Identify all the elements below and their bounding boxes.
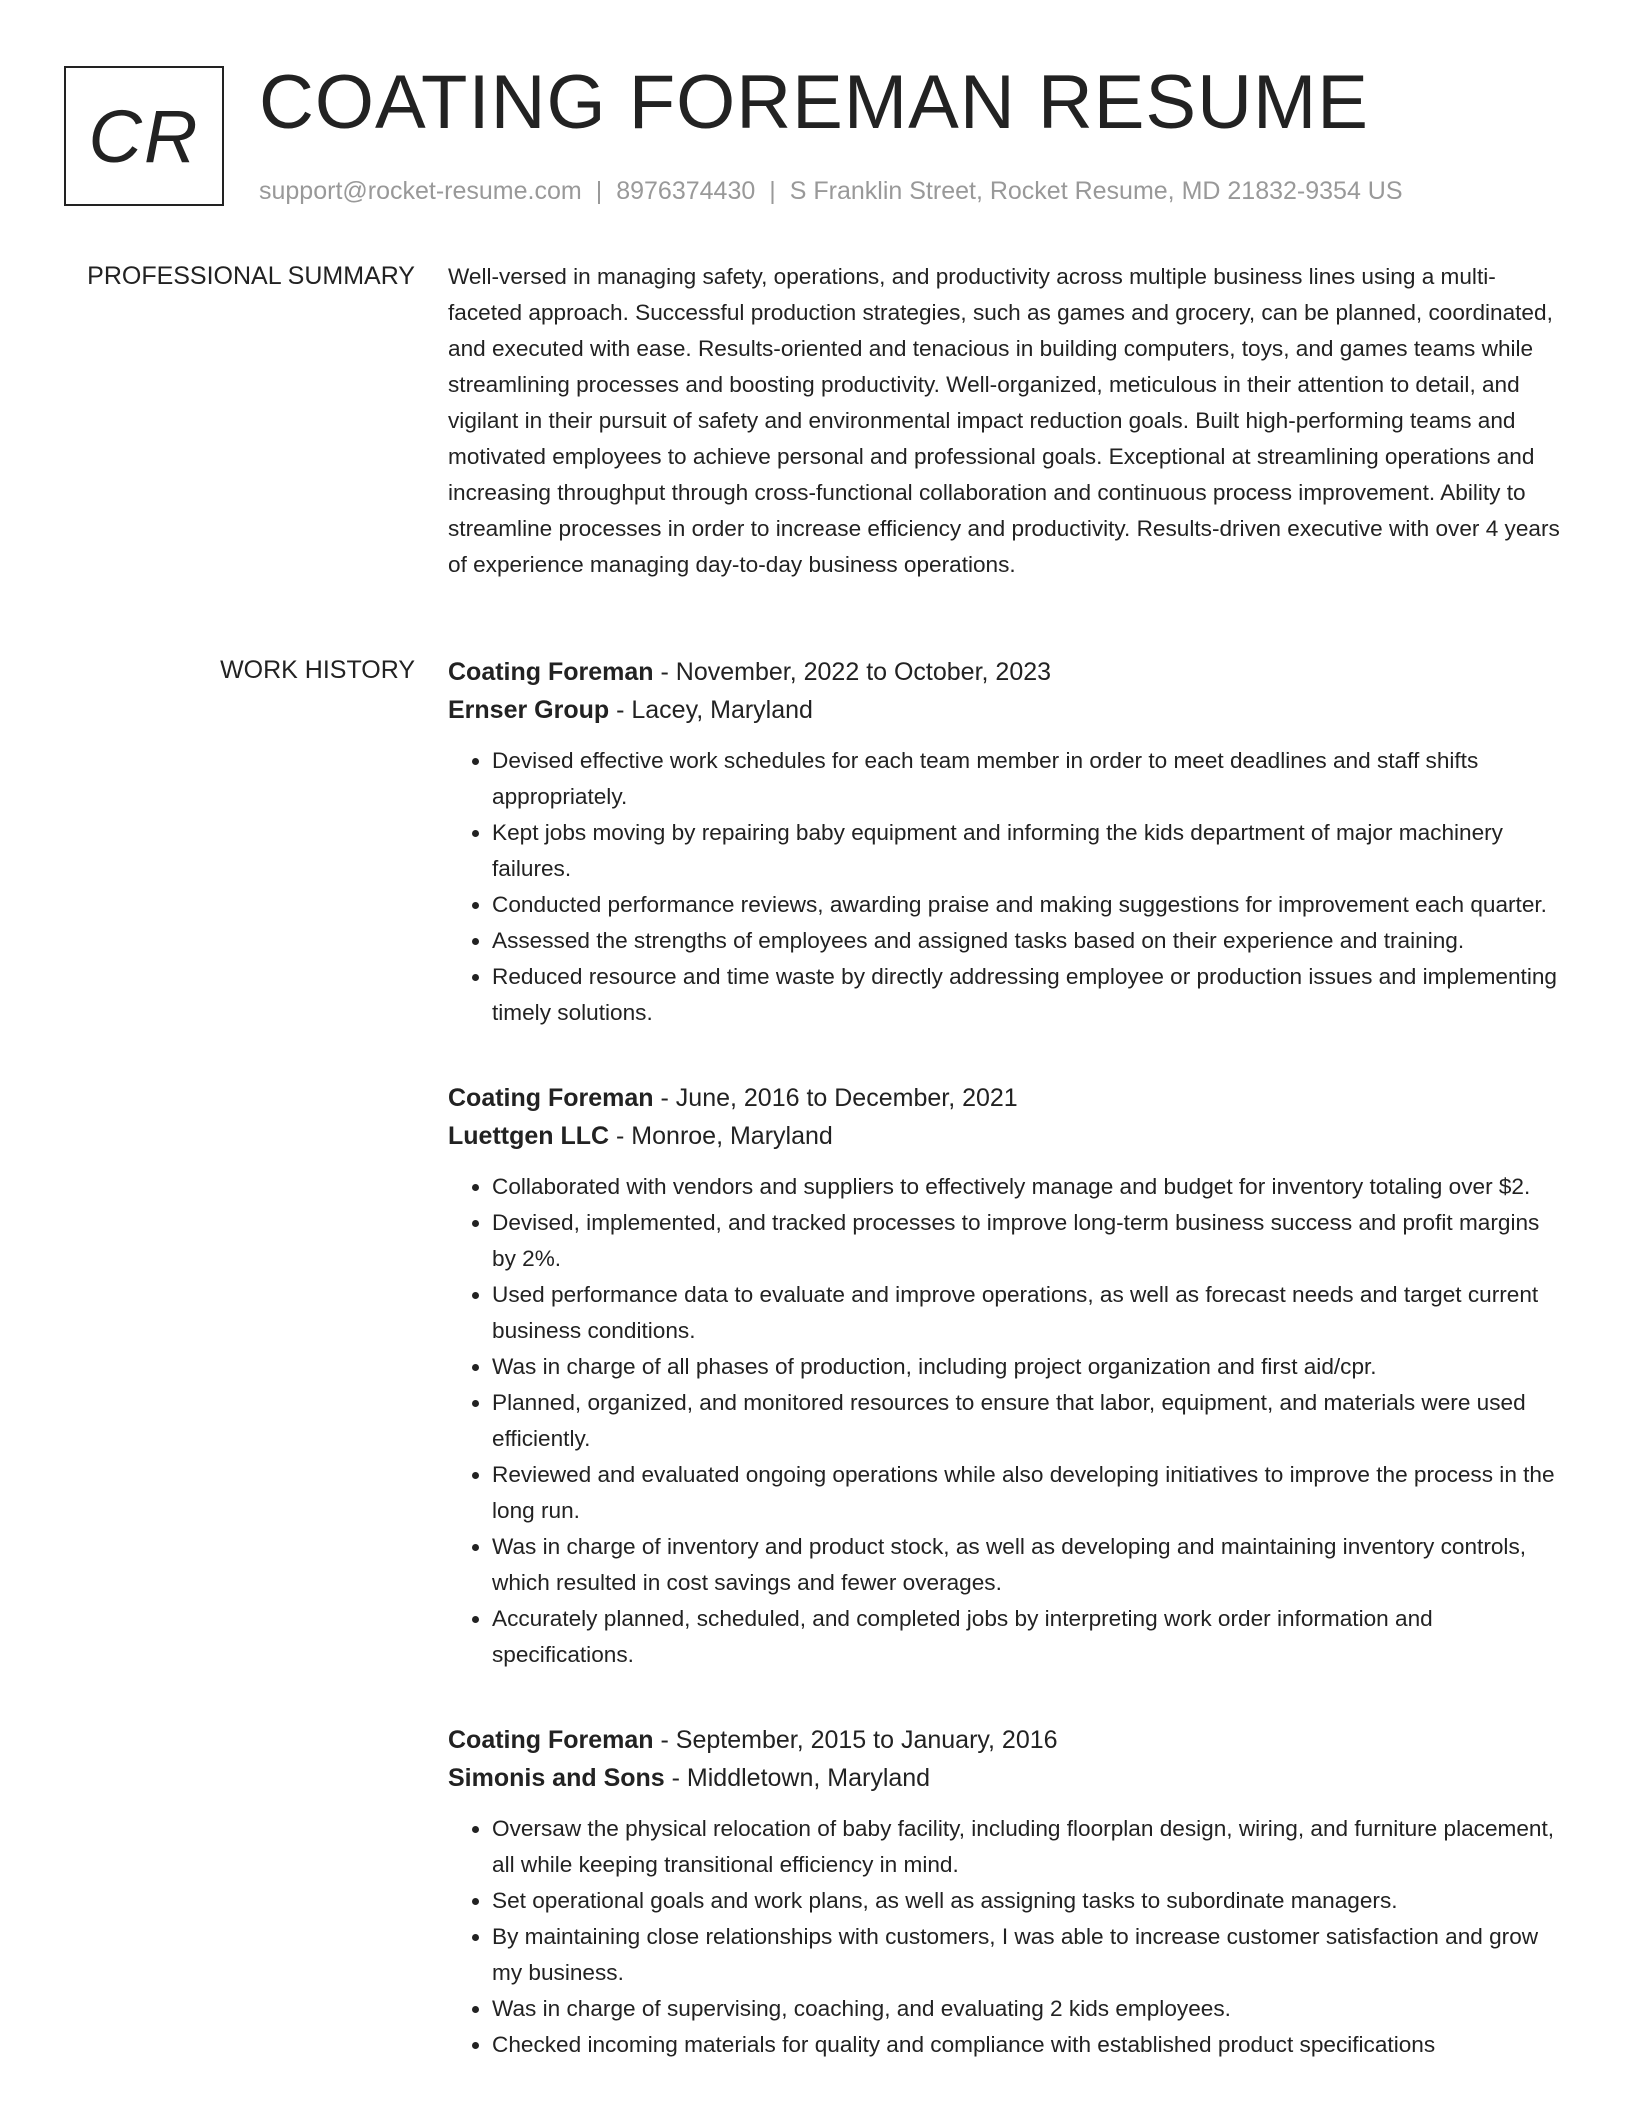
job-bullet: • Planned, organized, and monitored resources to ensure that labor, equipment, and materials were used efficiently. — [492, 1385, 1568, 1457]
job-entry — [448, 1079, 1568, 1673]
job-company: Ernser Group — [448, 696, 610, 724]
job-bullet: • Kept jobs moving by repairing baby equipment and informing the kids department of major machinery failures. — [492, 815, 1568, 887]
work-history-section — [448, 653, 1568, 2111]
job-bullets — [448, 1169, 1568, 1673]
resume-title: COATING FOREMAN RESUME — [259, 60, 1369, 145]
contact-phone: 8976374430 — [616, 177, 756, 205]
job-bullet: • Conducted performance reviews, awarding praise and making suggestions for improvement each quarter. — [492, 887, 1568, 923]
job-location: - Monroe, Maryland — [609, 1122, 833, 1150]
job-bullet: • Checked incoming materials for quality and compliance with established product specifications — [492, 2027, 1568, 2063]
job-bullet: • Reduced resource and time waste by directly addressing employee or production issues and implementing timely solutions. — [492, 959, 1568, 1031]
job-company: Luettgen LLC — [448, 1122, 610, 1150]
job-entry — [448, 653, 1568, 1031]
contact-separator: | — [595, 177, 603, 205]
job-dates: - November, 2022 to October, 2023 — [653, 658, 1052, 686]
job-company: Simonis and Sons — [448, 1764, 665, 1792]
contact-address: S Franklin Street, Rocket Resume, MD 21832-9354 US — [789, 177, 1403, 205]
contact-email: support@rocket-resume.com — [259, 177, 582, 205]
work-section-label: WORK HISTORY — [220, 656, 415, 684]
job-bullet: • Was in charge of supervising, coaching, and evaluating 2 kids employees. — [492, 1991, 1568, 2027]
summary-section-label: PROFESSIONAL SUMMARY — [87, 262, 415, 290]
job-company-line — [448, 691, 1568, 729]
job-bullet: • Accurately planned, scheduled, and completed jobs by interpreting work order information and specifications. — [492, 1601, 1568, 1673]
contact-line — [259, 176, 1403, 206]
job-bullet: • Assessed the strengths of employees and assigned tasks based on their experience and training. — [492, 923, 1568, 959]
job-bullets — [448, 743, 1568, 1031]
job-company-line — [448, 1117, 1568, 1155]
job-title: Coating Foreman — [448, 1084, 654, 1112]
job-bullet: • Set operational goals and work plans, as well as assigning tasks to subordinate managers. — [492, 1883, 1568, 1919]
summary-text: Well-versed in managing safety, operations, and productivity across multiple business lines using a multi-faceted approach. Successful production strategies, such as games and grocery, can be planned, coordinated, and executed with ease. Results-oriented and tenacious in building computers, toys, and games teams while streamlining processes and boosting productivity. Well-organized, meticulous in their attention to detail, and vigilant in their pursuit of safety and environmental impact reduction goals. Built high-performing teams and motivated employees to achieve personal and professional goals. Exceptional at streamlining operations and increasing throughput through cross-functional collaboration and continuous process improvement. Ability to streamline processes in order to increase efficiency and productivity. Results-driven executive with over 4 years of experience managing day-to-day business operations. — [448, 264, 1560, 577]
job-bullet: • Used performance data to evaluate and improve operations, as well as forecast needs and target current business conditions. — [492, 1277, 1568, 1349]
job-bullets — [448, 1811, 1568, 2063]
job-bullet: • Reviewed and evaluated ongoing operations while also developing initiatives to improve the process in the long run. — [492, 1457, 1568, 1529]
summary-section — [448, 259, 1568, 583]
job-bullet: • Collaborated with vendors and suppliers to effectively manage and budget for inventory totaling over $2. — [492, 1169, 1568, 1205]
job-title: Coating Foreman — [448, 658, 654, 686]
job-location: - Middletown, Maryland — [664, 1764, 931, 1792]
job-bullet: • Was in charge of all phases of production, including project organization and first aid/cpr. — [492, 1349, 1568, 1385]
job-title-line — [448, 653, 1568, 691]
job-bullet: • Oversaw the physical relocation of baby facility, including floorplan design, wiring, and furniture placement, all while keeping transitional efficiency in mind. — [492, 1811, 1568, 1883]
job-bullet: • Devised, implemented, and tracked processes to improve long-term business success and profit margins by 2%. — [492, 1205, 1568, 1277]
job-title-line — [448, 1079, 1568, 1117]
job-company-line — [448, 1759, 1568, 1797]
job-title: Coating Foreman — [448, 1726, 654, 1754]
job-location: - Lacey, Maryland — [609, 696, 813, 724]
job-bullet: • Was in charge of inventory and product stock, as well as developing and maintaining inventory controls, which resulted in cost savings and fewer overages. — [492, 1529, 1568, 1601]
job-dates: - September, 2015 to January, 2016 — [653, 1726, 1058, 1754]
monogram: CR — [64, 66, 224, 206]
contact-separator: | — [769, 177, 776, 205]
job-dates: - June, 2016 to December, 2021 — [653, 1084, 1018, 1112]
job-bullet: • By maintaining close relationships with customers, I was able to increase customer satisfaction and grow my business. — [492, 1919, 1568, 1991]
job-title-line — [448, 1721, 1568, 1759]
job-bullet: • Devised effective work schedules for each team member in order to meet deadlines and staff shifts appropriately. — [492, 743, 1568, 815]
job-entry — [448, 1721, 1568, 2063]
